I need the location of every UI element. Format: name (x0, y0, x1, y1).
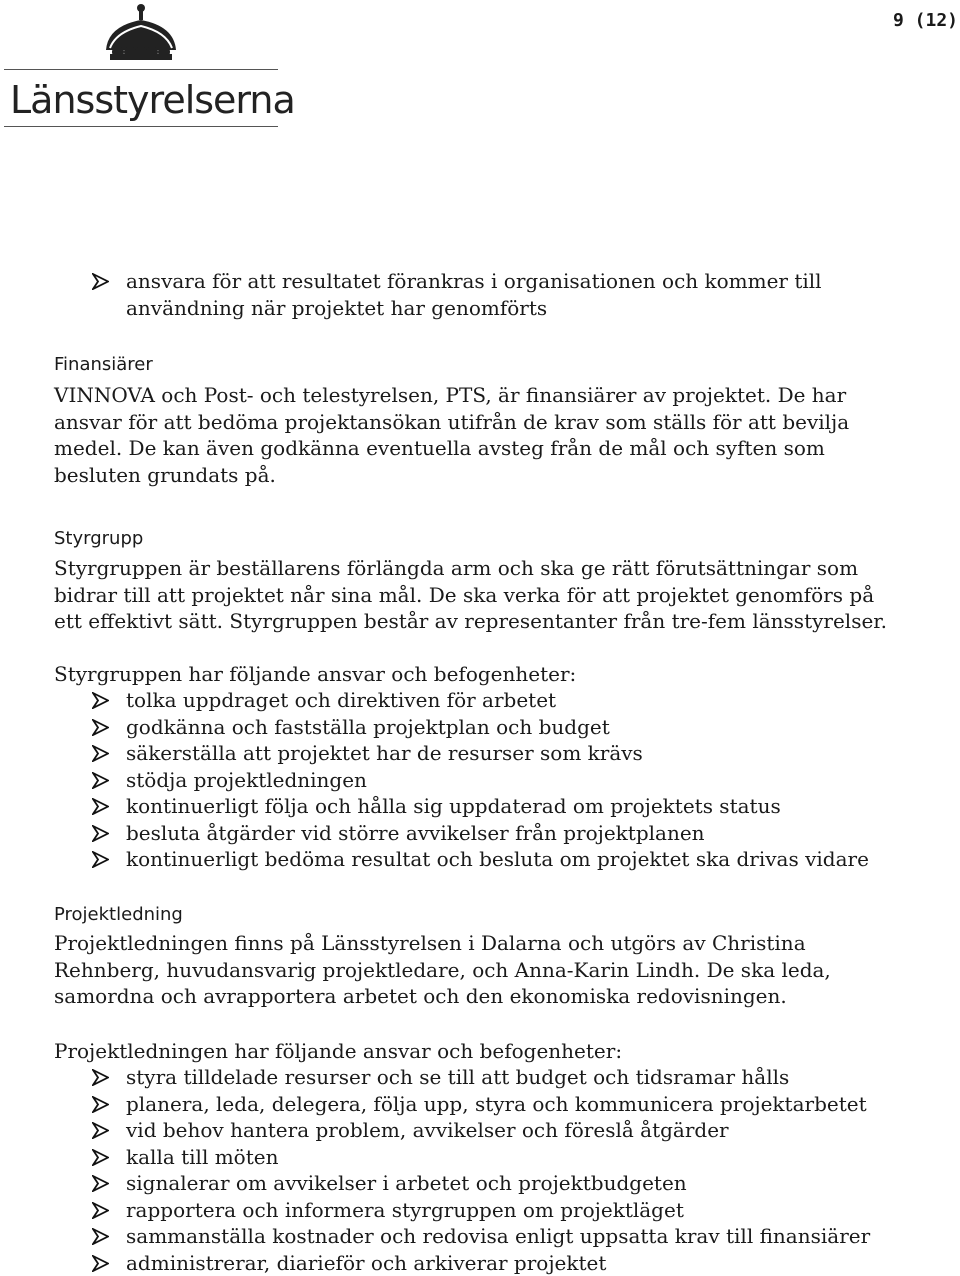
logo-top-rule (4, 69, 278, 70)
arrowhead-bullet-icon (92, 851, 109, 868)
projektledning-paragraph: Projektledningen finns på Länsstyrelsen i Dalarna och utgörs av Christina Rehnberg, huvudansvarig projektledare, och Anna-Karin Lindh. De ska leda, samordna och avrapportera arbetet och den ekonomiska redovisningen. (54, 931, 831, 1008)
list-item: administrerar, diarieför och arkiverar projektet (92, 1250, 870, 1276)
arrowhead-bullet-icon (92, 1228, 109, 1245)
list-item: rapportera och informera styrgruppen om projektläget (92, 1197, 870, 1224)
list-item: styra tilldelade resurser och se till att budget och tidsramar hålls (92, 1064, 870, 1091)
arrowhead-bullet-icon (92, 1175, 109, 1192)
styrgrupp-paragraph: Styrgruppen är beställarens förlängda arm och ska ge rätt förutsättningar som bidrar till att projektet når sina mål. De ska verka för att projektet genomförs på ett effektivt sätt. Styrgruppen består av representanter från tre-fem länsstyrelser. (54, 556, 888, 633)
arrowhead-bullet-icon (92, 692, 109, 709)
logo-bottom-rule (4, 126, 278, 127)
arrowhead-bullet-icon (92, 745, 109, 762)
styrgrupp-bullet-list (92, 687, 869, 873)
heading-styrgrupp: Styrgrupp (54, 528, 144, 549)
styrgrupp-intro: Styrgruppen har följande ansvar och befogenheter: (54, 662, 577, 686)
list-item: sammanställa kostnader och redovisa enligt uppsatta krav till finansiärer (92, 1223, 870, 1250)
lansstyrelserna-logo (4, 2, 295, 130)
list-item: vid behov hantera problem, avvikelser och föreslå åtgärder (92, 1117, 870, 1144)
arrowhead-bullet-icon (92, 1149, 109, 1166)
list-item: tolka uppdraget och direktiven för arbetet (92, 687, 869, 714)
page-number: 9 (12) (892, 10, 958, 31)
projektledning-intro: Projektledningen har följande ansvar och befogenheter: (54, 1039, 623, 1063)
list-item: kontinuerligt bedöma resultat och besluta om projektet ska drivas vidare (92, 846, 869, 873)
logo-text: Länsstyrelserna (10, 78, 295, 122)
arrowhead-bullet-icon (92, 772, 109, 789)
arrowhead-bullet-icon (92, 273, 109, 290)
intro-bullet-list (92, 268, 822, 321)
list-item: signalerar om avvikelser i arbetet och projektbudgeten (92, 1170, 870, 1197)
heading-projektledning: Projektledning (54, 904, 183, 925)
list-item: säkerställa att projektet har de resurser som krävs (92, 740, 869, 767)
heading-finansiarer: Finansiärer (54, 354, 153, 375)
finansiarer-paragraph: VINNOVA och Post- och telestyrelsen, PTS, är finansiärer av projektet. De har ansvar för att bedöma projektansökan utifrån de krav som ställs för att bevilja medel. De kan även godkänna eventuella avsteg från de mål och syften som besluten grundats på. (54, 383, 850, 487)
projektledning-bullet-list (92, 1064, 870, 1276)
list-item: kontinuerligt följa och hålla sig uppdaterad om projektets status (92, 793, 869, 820)
arrowhead-bullet-icon (92, 1255, 109, 1272)
arrowhead-bullet-icon (92, 719, 109, 736)
arrowhead-bullet-icon (92, 1202, 109, 1219)
list-item: ansvara för att resultatet förankras i organisationen och kommer till (92, 268, 822, 295)
arrowhead-bullet-icon (92, 798, 109, 815)
list-item: stödja projektledningen (92, 767, 869, 794)
crown-icon (96, 2, 186, 62)
arrowhead-bullet-icon (92, 1069, 109, 1086)
arrowhead-bullet-icon (92, 1096, 109, 1113)
arrowhead-bullet-icon (92, 1122, 109, 1139)
list-item: godkänna och fastställa projektplan och budget (92, 714, 869, 741)
list-item: kalla till möten (92, 1144, 870, 1171)
arrowhead-bullet-icon (92, 825, 109, 842)
list-item-continuation: användning när projektet har genomförts (126, 295, 548, 320)
list-item: besluta åtgärder vid större avvikelser från projektplanen (92, 820, 869, 847)
list-item: planera, leda, delegera, följa upp, styra och kommunicera projektarbetet (92, 1091, 870, 1118)
